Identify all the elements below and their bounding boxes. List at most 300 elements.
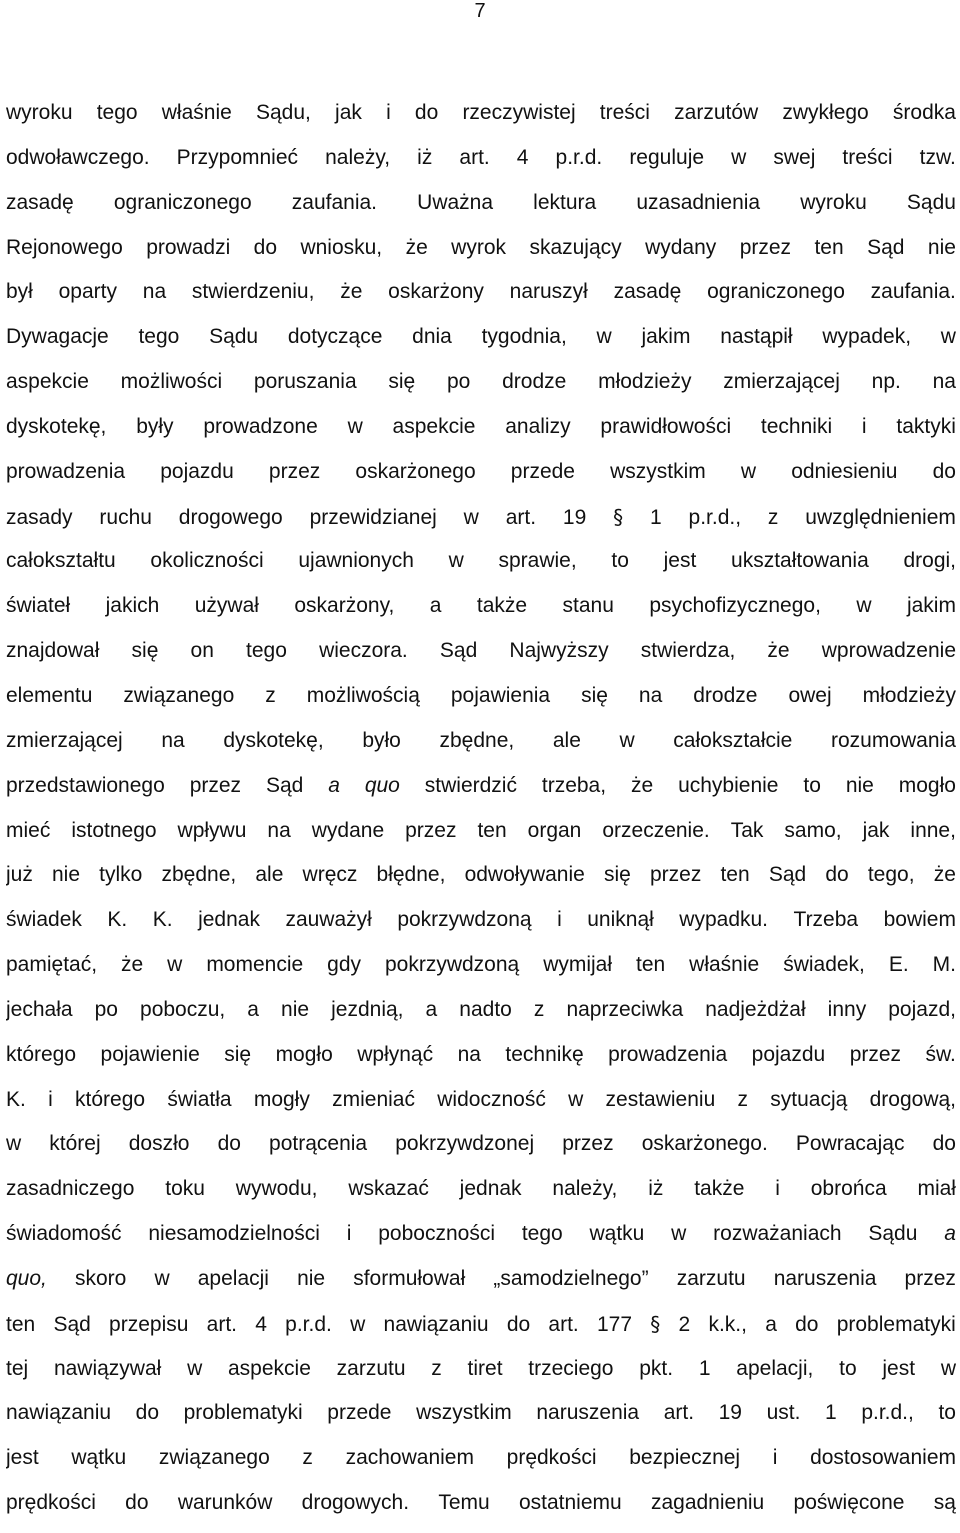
word: Sąd bbox=[768, 863, 807, 887]
word: zasadę bbox=[6, 190, 74, 214]
word: do bbox=[506, 1312, 531, 1336]
word: zwykłego bbox=[782, 101, 869, 124]
word: także bbox=[476, 594, 528, 618]
word: poświęcone bbox=[793, 1491, 905, 1515]
text-line bbox=[6, 636, 956, 681]
word: quo, bbox=[6, 1266, 47, 1290]
word: iż bbox=[417, 145, 433, 169]
text-line bbox=[6, 1354, 956, 1399]
word: jednak bbox=[198, 908, 260, 932]
word: aspekcie bbox=[392, 414, 476, 438]
word: możliwością bbox=[306, 683, 420, 707]
word: ale bbox=[552, 728, 581, 752]
word: w bbox=[154, 1266, 170, 1290]
word: naruszenia bbox=[773, 1266, 877, 1290]
word: Przypomnieć bbox=[176, 145, 299, 169]
word: a bbox=[425, 997, 438, 1021]
word: wszystkim bbox=[610, 459, 706, 483]
word: organ bbox=[527, 818, 582, 842]
word: zestawieniu bbox=[605, 1087, 716, 1111]
word: tiret bbox=[467, 1356, 503, 1380]
text-line bbox=[6, 1219, 956, 1264]
word: przepisu bbox=[109, 1312, 189, 1336]
word: związanego bbox=[123, 683, 235, 707]
word: w bbox=[940, 1356, 956, 1380]
word: oskarżony bbox=[388, 280, 484, 304]
word: taktyki bbox=[896, 414, 956, 438]
word: świadomość bbox=[6, 1222, 122, 1246]
word: nie bbox=[845, 773, 874, 797]
word: wydane bbox=[311, 818, 385, 842]
word: przedstawionego bbox=[6, 773, 165, 797]
word: wyrok bbox=[451, 235, 507, 259]
word: jezdnią, bbox=[331, 997, 404, 1021]
word: wpłynąć bbox=[357, 1042, 434, 1066]
word: skazujący bbox=[529, 235, 622, 259]
word: ukształtowania bbox=[731, 549, 869, 573]
word: „samodzielnego” bbox=[493, 1266, 649, 1290]
word: używał bbox=[194, 594, 259, 618]
word: były bbox=[136, 414, 174, 438]
word: związanego bbox=[158, 1446, 270, 1470]
word: z bbox=[431, 1356, 442, 1380]
word: nawiązywał bbox=[53, 1356, 162, 1380]
word: K. bbox=[6, 1087, 26, 1111]
word: wyroku bbox=[6, 101, 73, 124]
word: poboczności bbox=[378, 1222, 495, 1246]
word: prowadzenia bbox=[6, 459, 126, 483]
word: w bbox=[6, 1132, 22, 1156]
word: bezpiecznej bbox=[629, 1446, 741, 1470]
word: pojawienia bbox=[450, 683, 551, 707]
word: w bbox=[187, 1356, 203, 1380]
word: błędne, bbox=[376, 863, 446, 887]
word: wprowadzenie bbox=[821, 639, 956, 663]
word: apelacji, bbox=[736, 1356, 814, 1380]
word: jakim bbox=[641, 325, 691, 349]
word: jak bbox=[862, 818, 890, 842]
text-line bbox=[6, 546, 956, 591]
word: jednak bbox=[459, 1177, 522, 1201]
text-line bbox=[6, 143, 956, 188]
word: stwierdzeniu, bbox=[191, 280, 315, 304]
text-line bbox=[6, 1309, 956, 1354]
word: zauważył bbox=[285, 908, 372, 932]
word: lektura bbox=[533, 190, 597, 214]
word: treści bbox=[599, 101, 650, 124]
word: dyskotekę, bbox=[223, 728, 324, 752]
word: § bbox=[613, 504, 624, 529]
word: 177 bbox=[597, 1312, 633, 1336]
word: owej bbox=[788, 683, 832, 707]
text-line bbox=[6, 412, 956, 457]
word: ten bbox=[6, 1312, 36, 1336]
word: drodze bbox=[693, 683, 758, 707]
word: mogło bbox=[275, 1042, 333, 1066]
word: naprzeciwka bbox=[566, 997, 684, 1021]
word: p.r.d. bbox=[285, 1312, 332, 1336]
word: do bbox=[932, 1132, 956, 1156]
word: dnia bbox=[412, 325, 452, 349]
word: technikę bbox=[505, 1042, 584, 1066]
word: jakim bbox=[906, 594, 956, 618]
word: p.r.d. bbox=[555, 145, 603, 169]
word: wywodu, bbox=[235, 1177, 318, 1201]
word: zaufania. bbox=[291, 190, 378, 214]
word: Temu bbox=[438, 1491, 490, 1515]
word: 19 bbox=[562, 505, 587, 529]
word: zasady bbox=[6, 505, 73, 529]
word: stwierdzić bbox=[424, 773, 517, 797]
word: pokrzywdzoną bbox=[397, 908, 532, 932]
word: sytuacją bbox=[770, 1087, 848, 1111]
word: analizy bbox=[505, 414, 571, 438]
word: 19 bbox=[718, 1401, 742, 1425]
word: z bbox=[302, 1446, 313, 1470]
word: św. bbox=[925, 1042, 956, 1066]
word: na bbox=[457, 1042, 481, 1066]
word: po bbox=[447, 370, 471, 394]
word: i bbox=[346, 1222, 352, 1246]
word: odniesieniu bbox=[791, 459, 898, 483]
word: którego bbox=[6, 1042, 77, 1066]
word: nie bbox=[927, 235, 956, 259]
word: że bbox=[405, 235, 428, 259]
word: świadek, bbox=[783, 953, 865, 977]
word: mieć bbox=[6, 818, 51, 842]
word: zachowaniem bbox=[345, 1446, 474, 1470]
word: zmierzającej bbox=[6, 728, 123, 752]
word: w bbox=[347, 414, 363, 438]
word: nawiązaniu bbox=[383, 1312, 489, 1336]
word: do bbox=[414, 101, 439, 124]
word: aspekcie bbox=[228, 1356, 311, 1380]
word: oskarżonego bbox=[355, 459, 476, 483]
word: z bbox=[265, 683, 276, 707]
word: należy, bbox=[552, 1177, 618, 1201]
word: ten bbox=[636, 953, 666, 977]
word: zbędne, bbox=[161, 863, 237, 887]
word: Sądu bbox=[868, 1222, 918, 1246]
word: quo bbox=[364, 773, 400, 797]
word: a bbox=[765, 1312, 777, 1336]
word: mogło bbox=[898, 773, 956, 797]
word: 1 bbox=[698, 1356, 711, 1380]
word: prędkości bbox=[506, 1446, 597, 1470]
word: 4 bbox=[516, 145, 529, 169]
word: znajdował bbox=[6, 639, 100, 663]
word: zaufania. bbox=[870, 280, 956, 304]
word: i bbox=[772, 1446, 778, 1470]
word: przez bbox=[739, 235, 792, 259]
text-line bbox=[6, 502, 956, 547]
word: okoliczności bbox=[150, 549, 264, 573]
word: doszło bbox=[128, 1132, 190, 1156]
word: trzeciego bbox=[528, 1356, 614, 1380]
word: uniknął bbox=[587, 908, 654, 932]
word: § bbox=[650, 1311, 661, 1336]
word: był bbox=[6, 280, 33, 304]
word: którego bbox=[75, 1087, 146, 1111]
word: wątku bbox=[71, 1446, 127, 1470]
word: potrącenia bbox=[269, 1132, 368, 1156]
word: świateł bbox=[6, 594, 71, 618]
word: uwzględnieniem bbox=[805, 505, 956, 529]
word: w bbox=[740, 459, 757, 483]
word: Trzeba bbox=[793, 908, 859, 932]
word: pojazdu bbox=[160, 459, 234, 483]
word: gdy bbox=[327, 953, 362, 977]
word: jechała bbox=[6, 997, 73, 1021]
word: nie bbox=[297, 1266, 326, 1290]
text-line bbox=[6, 1398, 956, 1443]
word: ust. bbox=[766, 1401, 801, 1425]
word: tego, bbox=[867, 863, 915, 887]
word: jest bbox=[663, 549, 697, 573]
text-line bbox=[6, 681, 956, 726]
word: pojazd, bbox=[888, 997, 956, 1021]
word: wątku bbox=[589, 1222, 645, 1246]
word: się bbox=[388, 370, 416, 394]
word: przez bbox=[405, 818, 457, 842]
word: aspekcie bbox=[6, 370, 89, 394]
word: tylko bbox=[99, 863, 143, 887]
word: wymijał bbox=[543, 953, 613, 977]
word: sprawie, bbox=[498, 549, 577, 573]
word: przez bbox=[649, 863, 702, 887]
word: oparty bbox=[58, 280, 117, 304]
word: w bbox=[448, 549, 464, 573]
word: tego bbox=[246, 639, 287, 663]
word: Sąd bbox=[439, 639, 478, 663]
word: i bbox=[861, 414, 867, 438]
text-line bbox=[6, 1085, 956, 1130]
word: i bbox=[48, 1087, 53, 1111]
text-line bbox=[6, 98, 956, 143]
word: rzeczywistej bbox=[462, 101, 576, 124]
word: obrońca bbox=[810, 1177, 887, 1201]
word: której bbox=[49, 1132, 101, 1156]
text-line bbox=[6, 322, 956, 367]
text-line bbox=[6, 816, 956, 861]
word: się bbox=[131, 639, 159, 663]
word: art. bbox=[663, 1401, 695, 1425]
word: i bbox=[775, 1177, 780, 1201]
word: widoczność bbox=[437, 1087, 546, 1111]
word: jest bbox=[882, 1356, 916, 1380]
word: ujawnionych bbox=[298, 549, 414, 573]
word: i bbox=[386, 101, 391, 124]
word: prowadzone bbox=[203, 414, 318, 438]
text-line bbox=[6, 188, 956, 233]
word: zarzutów bbox=[674, 101, 759, 124]
word: np. bbox=[871, 370, 901, 394]
word: odwoływanie bbox=[464, 863, 585, 887]
word: mogły bbox=[253, 1087, 310, 1111]
word: art. bbox=[206, 1312, 238, 1336]
word: a bbox=[944, 1222, 956, 1246]
word: reguluje bbox=[629, 145, 705, 169]
word: p.r.d., bbox=[688, 505, 742, 529]
word: tego bbox=[138, 325, 180, 349]
text-line bbox=[6, 905, 956, 950]
word: przez bbox=[189, 773, 242, 797]
word: zbędne, bbox=[439, 728, 515, 752]
word: ograniczonego bbox=[707, 280, 845, 304]
word: w bbox=[350, 1312, 366, 1336]
word: p.r.d., bbox=[861, 1401, 914, 1425]
document-body bbox=[6, 98, 956, 1533]
word: z bbox=[737, 1087, 749, 1111]
text-line bbox=[6, 1488, 956, 1533]
text-line bbox=[6, 726, 956, 771]
word: Sąd bbox=[265, 773, 304, 797]
word: M. bbox=[932, 953, 956, 977]
word: się bbox=[224, 1042, 252, 1066]
word: Powracając bbox=[795, 1132, 905, 1156]
word: że bbox=[340, 280, 363, 304]
word: to bbox=[938, 1401, 956, 1425]
word: to bbox=[839, 1356, 857, 1380]
word: iż bbox=[648, 1177, 664, 1201]
word: pokrzywdzoną bbox=[384, 953, 520, 977]
word: art. bbox=[459, 145, 490, 169]
word: jest bbox=[6, 1446, 39, 1470]
word: nie bbox=[52, 863, 81, 887]
word: E. bbox=[888, 953, 909, 977]
word: naruszył bbox=[509, 280, 588, 304]
word: jakich bbox=[105, 594, 160, 618]
word: nastąpił bbox=[720, 325, 793, 349]
word: wypadek, bbox=[822, 325, 912, 349]
word: zasadniczego bbox=[6, 1177, 135, 1201]
word: nie bbox=[281, 997, 310, 1021]
word: było bbox=[362, 728, 401, 752]
text-line bbox=[6, 1264, 956, 1309]
word: treści bbox=[842, 145, 893, 169]
word: przez bbox=[904, 1266, 956, 1290]
word: stanu bbox=[562, 594, 614, 618]
page-number: 7 bbox=[474, 0, 486, 22]
word: do bbox=[932, 459, 956, 483]
word: całokształcie bbox=[673, 728, 793, 752]
word: do bbox=[135, 1401, 160, 1425]
word: Sąd bbox=[53, 1312, 91, 1336]
word: pokrzywdzonej bbox=[395, 1132, 535, 1156]
word: Rejonowego bbox=[6, 235, 123, 259]
word: nadjeżdżał bbox=[705, 997, 806, 1021]
word: oskarżonego. bbox=[641, 1132, 768, 1156]
word: tygodnia, bbox=[481, 325, 567, 349]
word: w bbox=[671, 1222, 687, 1246]
word: wyroku bbox=[800, 190, 867, 214]
word: do bbox=[795, 1312, 819, 1336]
word: nadto bbox=[459, 997, 512, 1021]
text-line bbox=[6, 995, 956, 1040]
text-line bbox=[6, 1040, 956, 1085]
text-line bbox=[6, 277, 956, 322]
word: wręcz bbox=[302, 863, 358, 887]
word: w bbox=[856, 594, 872, 618]
word: elementu bbox=[6, 683, 93, 707]
word: tego bbox=[96, 101, 138, 124]
word: po bbox=[94, 997, 118, 1021]
word: Sąd bbox=[867, 235, 905, 259]
word: a bbox=[429, 594, 442, 618]
word: drogową, bbox=[869, 1087, 956, 1111]
word: samo, bbox=[784, 818, 842, 842]
word: drodze bbox=[502, 370, 567, 394]
word: toku bbox=[165, 1177, 205, 1201]
word: oskarżony, bbox=[294, 594, 395, 618]
word: inne, bbox=[910, 818, 956, 842]
text-line bbox=[6, 591, 956, 636]
word: świadek bbox=[6, 908, 82, 932]
word: a bbox=[247, 997, 259, 1021]
word: w bbox=[596, 325, 612, 349]
word: do bbox=[253, 235, 278, 259]
word: wypadku. bbox=[679, 908, 769, 932]
word: art. bbox=[548, 1312, 579, 1336]
text-line bbox=[6, 771, 956, 816]
word: to bbox=[803, 773, 821, 797]
word: prawidłowości bbox=[600, 414, 732, 438]
word: jak bbox=[335, 101, 362, 124]
word: na bbox=[142, 280, 167, 304]
word: inny bbox=[827, 997, 867, 1021]
word: problematyki bbox=[836, 1312, 956, 1336]
word: istotnego bbox=[71, 818, 157, 842]
word: przede bbox=[510, 459, 575, 483]
word: problematyki bbox=[183, 1401, 303, 1425]
text-line bbox=[6, 860, 956, 905]
word: zarzutu bbox=[336, 1356, 406, 1380]
word: ostatniemu bbox=[518, 1491, 622, 1515]
word: dyskotekę, bbox=[6, 414, 107, 438]
word: z bbox=[533, 997, 545, 1021]
word: drogi, bbox=[903, 549, 956, 573]
word: K. bbox=[152, 908, 173, 932]
word: psychofizycznego, bbox=[649, 594, 821, 618]
word: ale bbox=[255, 863, 284, 887]
word: on bbox=[190, 639, 214, 663]
word: zasadę bbox=[613, 280, 682, 304]
word: techniki bbox=[760, 414, 833, 438]
word: uchybienie bbox=[678, 773, 779, 797]
word: tej bbox=[6, 1356, 29, 1380]
word: stwierdza, bbox=[640, 639, 736, 663]
text-line bbox=[6, 1174, 956, 1219]
word: na bbox=[932, 370, 956, 394]
word: są bbox=[933, 1491, 956, 1515]
word: w bbox=[731, 145, 747, 169]
word: Sądu bbox=[906, 190, 956, 214]
word: apelacji bbox=[197, 1266, 269, 1290]
word: miał bbox=[917, 1177, 956, 1201]
word: tzw. bbox=[919, 145, 956, 169]
word: wydany bbox=[645, 235, 717, 259]
word: to bbox=[611, 549, 629, 573]
word: zmieniać bbox=[332, 1087, 415, 1111]
word: i bbox=[557, 908, 562, 932]
word: przede bbox=[327, 1401, 392, 1425]
word: wszystkim bbox=[416, 1401, 512, 1425]
word: pojazdu bbox=[751, 1042, 826, 1066]
word: w bbox=[463, 505, 479, 529]
word: całokształtu bbox=[6, 549, 116, 573]
word: k.k., bbox=[708, 1312, 747, 1336]
word: przez bbox=[268, 459, 321, 483]
